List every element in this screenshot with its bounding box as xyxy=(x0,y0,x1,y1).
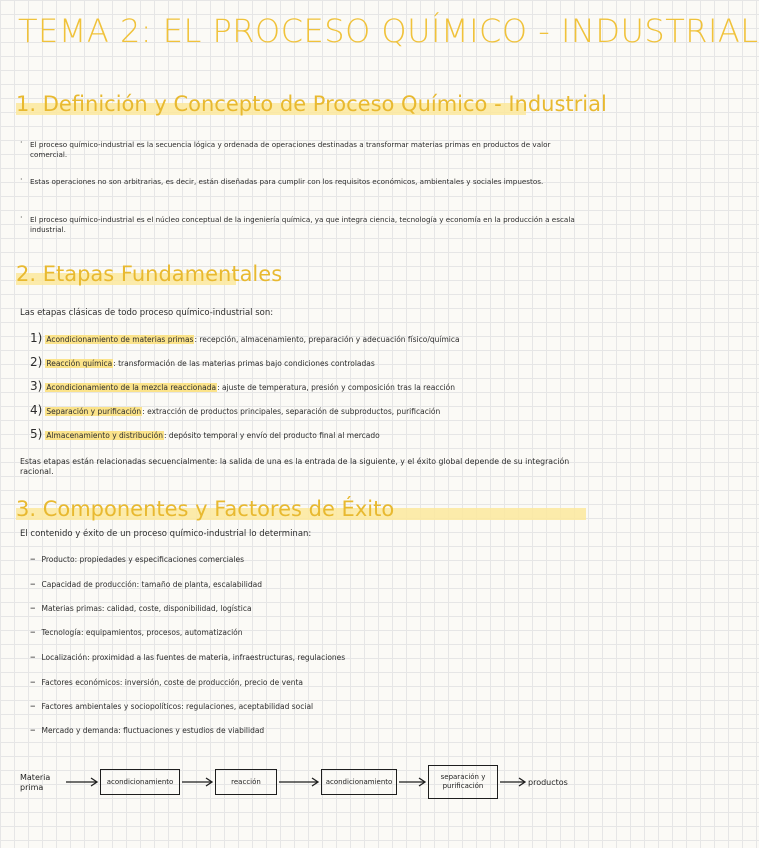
bullet-dot: · xyxy=(20,213,23,222)
stage-item: 4) Separación y purificación: extracción de productos principales, separación de subproductos, purificación xyxy=(30,403,441,417)
factor-item: – Materias primas: calidad, coste, disponibilidad, logística xyxy=(30,601,252,614)
flow-start-label: Materia prima xyxy=(20,773,51,792)
flow-end-label: productos xyxy=(528,778,568,787)
factor-item: – Factores ambientales y sociopolíticos: regulaciones, aceptabilidad social xyxy=(30,699,314,712)
section-1-bullet: El proceso químico-industrial es el núcleo conceptual de la ingeniería química, ya que integra ciencia, tecnología y economía en la producción a escala industrial. xyxy=(30,215,575,234)
section-1-bullet: El proceso químico-industrial es la secuencia lógica y ordenada de operaciones destinadas a transformar materias primas en productos de valor comercial. xyxy=(30,140,551,159)
stage-item: 1) Acondicionamiento de materias primas: recepción, almacenamiento, preparación y adecuación físico/química xyxy=(30,331,460,345)
section-2-intro: Las etapas clásicas de todo proceso químico-industrial son: xyxy=(20,308,274,318)
section-2-closing: Estas etapas están relacionadas secuencialmente: la salida de una es la entrada de la siguiente, y el éxito global depende de su integración racional. xyxy=(20,457,570,476)
section-1-bullet: Estas operaciones no son arbitrarias, es decir, están diseñadas para cumplir con los requisitos económicos, ambientales y sociales impuestos. xyxy=(30,177,544,186)
factor-item: – Mercado y demanda: fluctuaciones y estudios de viabilidad xyxy=(30,723,265,736)
stage-item: 3) Acondicionamiento de la mezcla reaccionada: ajuste de temperatura, presión y composición tras la reacción xyxy=(30,379,455,393)
stage-item: 5) Almacenamiento y distribución: depósito temporal y envío del producto final al mercado xyxy=(30,427,380,441)
bullet-dot: · xyxy=(20,138,23,147)
section-3-heading: 3. Componentes y Factores de Éxito xyxy=(16,497,395,521)
flow-box-reaccion: reacción xyxy=(215,769,277,795)
factor-item: – Localización: proximidad a las fuentes de materia, infraestructuras, regulaciones xyxy=(30,650,346,663)
page-title: TEMA 2: EL PROCESO QUÍMICO - INDUSTRIAL xyxy=(18,12,759,50)
factor-item: – Capacidad de producción: tamaño de planta, escalabilidad xyxy=(30,577,262,590)
section-3-intro: El contenido y éxito de un proceso químico-industrial lo determinan: xyxy=(20,529,312,539)
factor-item: – Tecnología: equipamientos, procesos, automatización xyxy=(30,625,243,638)
bullet-dot: · xyxy=(20,175,23,184)
section-2-heading: 2. Etapas Fundamentales xyxy=(16,262,283,286)
factor-item: – Factores económicos: inversión, coste de producción, precio de venta xyxy=(30,675,303,688)
flow-box-acondicionamiento: acondicionamiento xyxy=(321,769,397,795)
factor-item: – Producto: propiedades y especificaciones comerciales xyxy=(30,552,245,565)
flow-box-acondicionamiento: acondicionamiento xyxy=(100,769,180,795)
section-1-heading: 1. Definición y Concepto de Proceso Químico - Industrial xyxy=(16,92,607,116)
stage-item: 2) Reacción química: transformación de las materias primas bajo condiciones controladas xyxy=(30,355,375,369)
flow-box-separacion: separación y purificación xyxy=(428,765,498,799)
